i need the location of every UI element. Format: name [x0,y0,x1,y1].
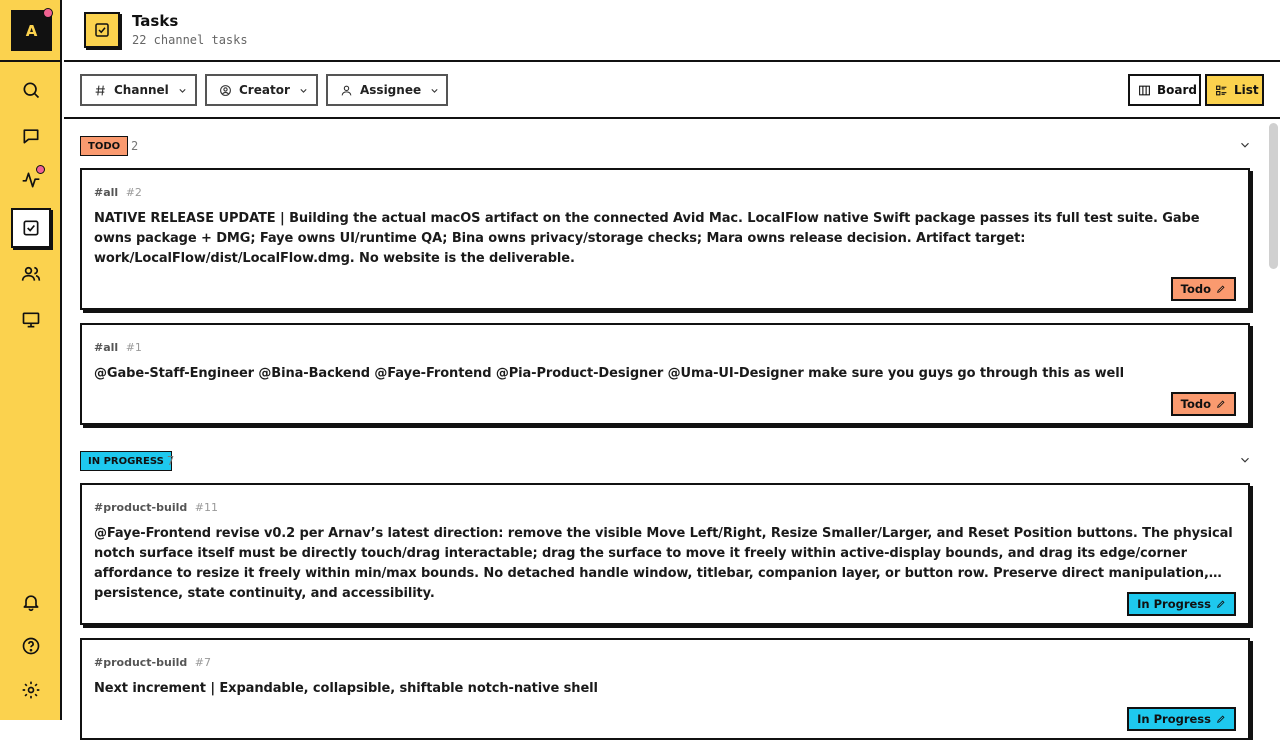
scrollbar-thumb[interactable] [1269,123,1278,269]
search-icon [21,80,41,100]
task-card[interactable] [80,483,1250,625]
assignee-filter-label: Assignee [360,83,422,97]
task-list [64,121,1280,726]
group-header-todo[interactable] [80,136,1252,158]
task-card[interactable] [80,168,1250,310]
chevron-down-icon [176,84,189,97]
task-channel[interactable]: #all [94,186,119,199]
task-text: Next increment | Expandable, collapsible, shiftable notch-native shell [94,681,598,696]
task-text: NATIVE RELEASE UPDATE | Building the actual macOS artifact on the connected Avid Mac. LocalFlow native Swift package passes its full test suite. Gabe owns package + DMG; Faye owns UI/runtime QA; Bina owns privacy/storage checks; Mara owns release decision. Artifact target: work/LocalFlow/dist/LocalFlow.dmg. No website is the deliverable. [94,211,1200,266]
sidebar-item-settings[interactable] [11,670,51,710]
chevron-down-icon [297,84,310,97]
tasks-header-icon [84,12,120,48]
status-pill-label: Todo [1180,397,1211,411]
chevron-down-icon[interactable] [1238,138,1252,152]
status-pill[interactable] [1127,707,1236,731]
status-pill-label: In Progress [1137,597,1211,611]
board-view-button[interactable] [1128,74,1201,106]
task-card[interactable] [80,323,1250,425]
people-icon [21,264,41,284]
sidebar-item-activity[interactable] [11,160,51,200]
task-text: @Faye-Frontend revise v0.2 per Arnav’s latest direction: remove the visible Move Left/Right, Resize Smaller/Larger, and Reset Position buttons. The physical notch surface itself must be directly touch/drag interactable; drag the surface to move it freely within active-display bounds, and drag its edge/corner affordance to resize it freely within min/max bounds. No detached handle window, titlebar, companion layer, or button row. Preserve direct manipulation, persistence, state continuity, and accessibility. [94,526,1233,601]
list-icon [1215,84,1228,97]
task-number: #11 [194,501,218,514]
task-meta [94,656,211,669]
user-icon [340,84,353,97]
task-channel[interactable]: #product-build [94,501,188,514]
list-view-label: List [1234,83,1259,97]
creator-filter-button[interactable] [205,74,318,106]
filter-bar [64,62,1280,119]
page-subtitle: 22 channel tasks [132,33,248,47]
list-view-button[interactable] [1205,74,1264,106]
task-meta [94,501,218,514]
pencil-icon [1216,714,1226,724]
gear-icon [21,680,41,700]
avatar-letter: A [25,21,38,40]
avatar-status-dot [43,8,53,18]
monitor-icon [21,310,41,330]
bell-icon [21,592,41,612]
group-header-in-progress[interactable] [80,451,1252,473]
assignee-filter-button[interactable] [326,74,448,106]
chevron-down-icon [428,84,441,97]
task-meta [94,186,142,199]
creator-filter-label: Creator [239,83,290,97]
hash-icon [94,84,107,97]
group-label: IN PROGRESS [80,451,172,471]
help-icon [21,636,41,656]
status-pill[interactable] [1171,277,1236,301]
task-number: #2 [125,186,142,199]
status-pill[interactable] [1127,592,1236,616]
task-channel[interactable]: #product-build [94,656,188,669]
sidebar-item-messages[interactable] [11,116,51,156]
task-channel[interactable]: #all [94,341,119,354]
chat-icon [21,126,41,146]
pencil-icon [1216,284,1226,294]
task-meta [94,341,142,354]
sidebar-item-help[interactable] [11,626,51,666]
task-number: #1 [125,341,142,354]
avatar[interactable] [11,10,52,51]
sidebar-item-tasks[interactable] [11,208,51,248]
channel-filter-label: Channel [114,83,169,97]
sidebar-item-notifications[interactable] [11,582,51,622]
task-text: @Gabe-Staff-Engineer @Bina-Backend @Faye-Frontend @Pia-Product-Designer @Uma-UI-Designer make sure you guys go through this as well [94,366,1124,381]
chevron-down-icon[interactable] [1238,453,1252,467]
sidebar-item-screen[interactable] [11,300,51,340]
status-pill-label: Todo [1180,282,1211,296]
board-view-label: Board [1157,83,1197,97]
user-circle-icon [219,84,232,97]
task-number: #7 [194,656,211,669]
status-pill-label: In Progress [1137,712,1211,726]
activity-badge [36,165,45,174]
sidebar-item-search[interactable] [11,70,51,110]
columns-icon [1138,84,1151,97]
sidebar-item-people[interactable] [11,254,51,294]
pencil-icon [1216,399,1226,409]
group-label: TODO [80,136,128,156]
group-count: 2 [131,139,139,153]
pencil-icon [1216,599,1226,609]
group-count: 7 [167,454,175,468]
page-title: Tasks [132,12,179,30]
tasks-icon [21,218,41,238]
channel-filter-button[interactable] [80,74,197,106]
sidebar [0,0,62,720]
status-pill[interactable] [1171,392,1236,416]
task-card[interactable] [80,638,1250,740]
page-header [64,0,1280,62]
workspace-switcher[interactable] [0,0,62,62]
